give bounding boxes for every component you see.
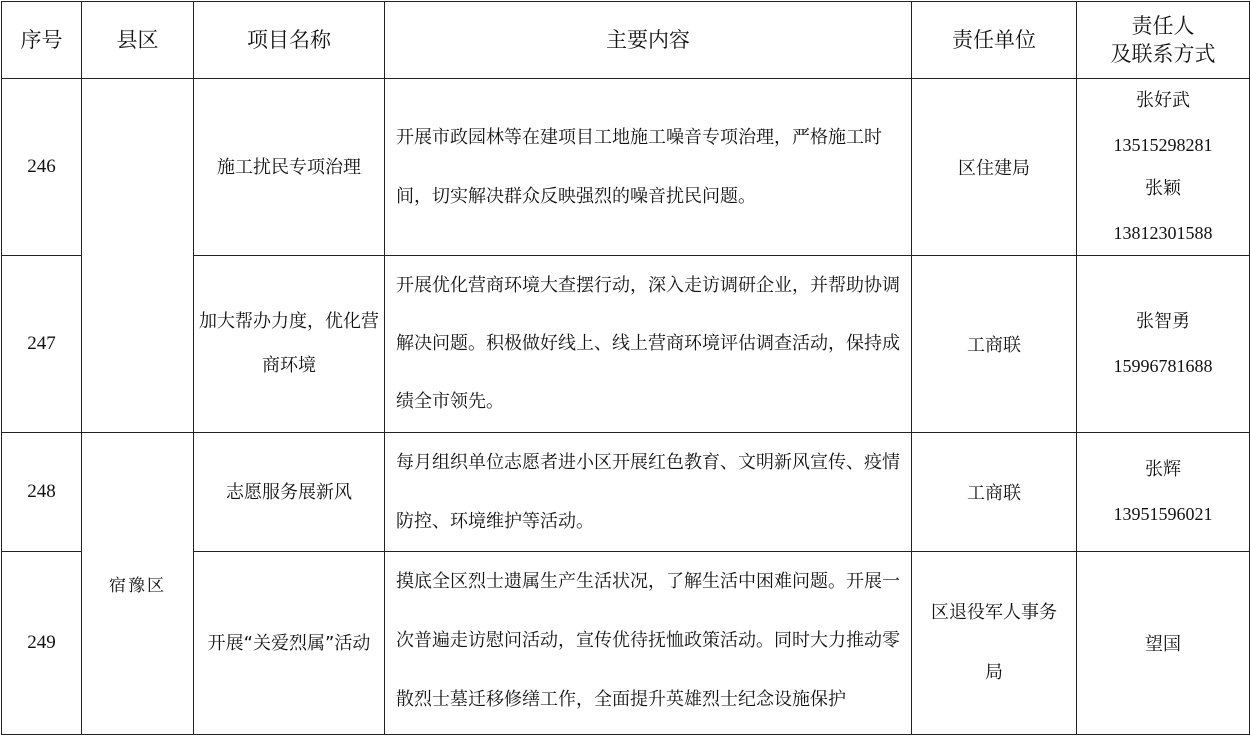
county-cell: 宿豫区 — [82, 433, 194, 735]
unit-cell: 工商联 — [912, 433, 1077, 552]
project-cell: 施工扰民专项治理 — [194, 79, 385, 256]
person-phone: 13812301588 — [1113, 223, 1213, 243]
table-row — [2, 79, 1250, 256]
person-phone: 15996781688 — [1113, 356, 1213, 376]
header-person-line1: 责任人 — [1131, 14, 1195, 38]
header-content: 主要内容 — [385, 2, 912, 79]
seq-cell: 246 — [2, 79, 82, 256]
header-person — [1077, 2, 1250, 79]
content-cell: 摸底全区烈士遗属生产生活状况，了解生活中困难问题。开展一次普遍走访慰问活动，宣传优待抚恤政策活动。同时大力推动零散烈士墓迁移修缮工作，全面提升英雄烈士纪念设施保护 — [396, 571, 900, 710]
seq-cell: 248 — [2, 433, 82, 552]
content-cell-wrap — [385, 552, 912, 735]
seq-cell: 247 — [2, 256, 82, 433]
person-cell — [1077, 433, 1250, 552]
person-cell — [1077, 79, 1250, 256]
person-name: 张颖 — [1145, 178, 1181, 199]
person-name: 张辉 — [1145, 459, 1181, 480]
seq-cell: 249 — [2, 552, 82, 735]
unit-cell: 区退役军人事务局 — [912, 552, 1077, 735]
unit-cell: 区住建局 — [912, 79, 1077, 256]
content-cell: 开展优化营商环境大查摆行动，深入走访调研企业，并帮助协调解决问题。积极做好线上、线上营商环境评估调查活动，保持成绩全市领先。 — [385, 256, 912, 433]
header-project: 项目名称 — [194, 2, 385, 79]
unit-cell: 工商联 — [912, 256, 1077, 433]
content-cell: 每月组织单位志愿者进小区开展红色教育、文明新风宣传、疫情防控、环境维护等活动。 — [385, 433, 912, 552]
person-name: 张智勇 — [1136, 311, 1190, 332]
header-seq: 序号 — [2, 2, 82, 79]
county-cell-blank — [82, 79, 194, 433]
content-cell: 开展市政园林等在建项目工地施工噪音专项治理，严格施工时间，切实解决群众反映强烈的噪音扰民问题。 — [385, 79, 912, 256]
person-phone: 13951596021 — [1113, 504, 1213, 524]
person-cell — [1077, 552, 1250, 735]
person-cell — [1077, 256, 1250, 433]
header-row — [2, 2, 1250, 79]
table-row — [2, 433, 1250, 552]
project-cell: 加大帮办力度，优化营商环境 — [194, 256, 385, 433]
header-county: 县区 — [82, 2, 194, 79]
header-person-line2: 及联系方式 — [1110, 42, 1216, 66]
project-table — [1, 1, 1250, 735]
person-phone: 13515298281 — [1113, 135, 1213, 155]
header-unit: 责任单位 — [912, 2, 1077, 79]
person-name: 张好武 — [1136, 90, 1190, 111]
project-cell: 开展“关爱烈属”活动 — [194, 552, 385, 735]
person-name: 望国 — [1145, 634, 1181, 655]
project-cell: 志愿服务展新风 — [194, 433, 385, 552]
